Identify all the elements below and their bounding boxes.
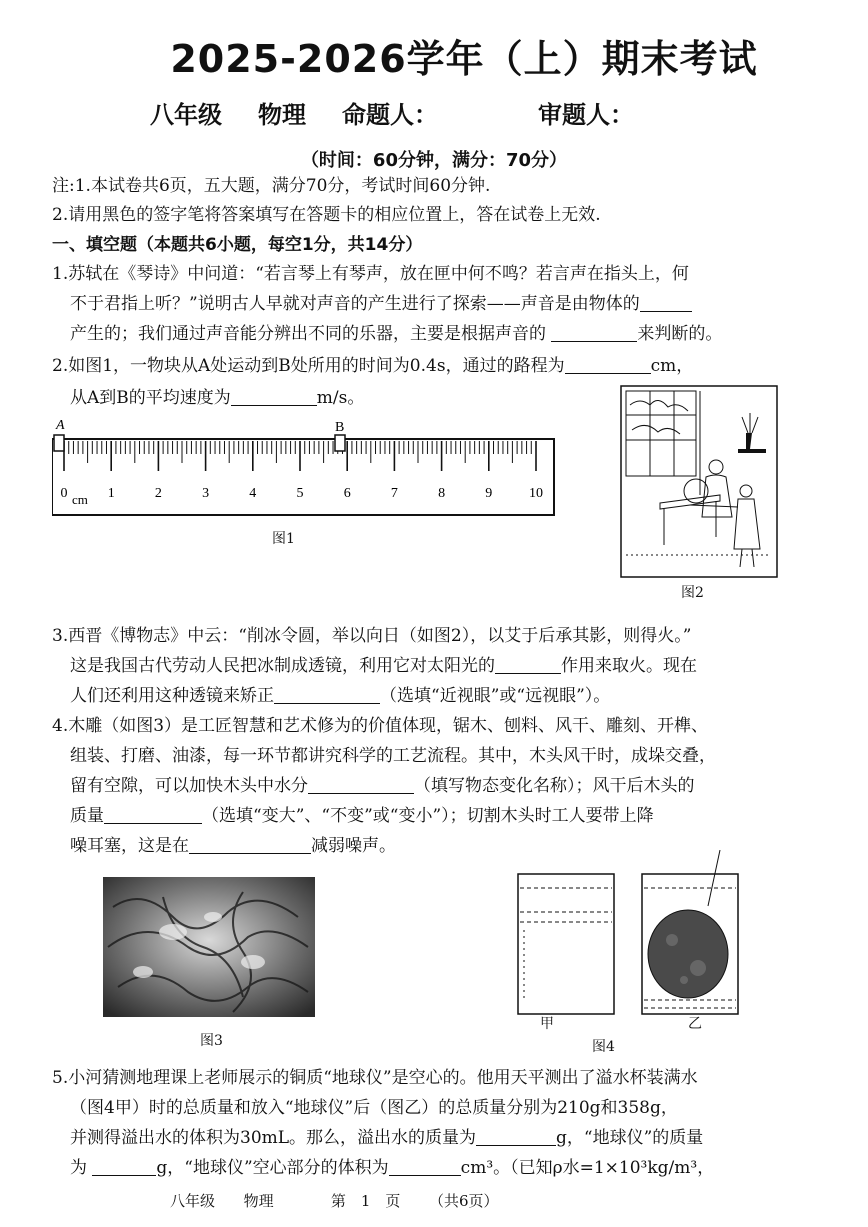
note-1: 注:1.本试卷共6页，五大题，满分70分，考试时间60分钟.: [52, 176, 491, 196]
label-b: B: [335, 420, 345, 435]
figure4-caption: 图4: [592, 1039, 615, 1055]
exam-subtitle: [150, 95, 670, 130]
footer-subject: 物理: [243, 1192, 274, 1210]
globe-ball: [648, 910, 728, 998]
cup-jia: [518, 874, 614, 1014]
footer-total: （共6页）: [429, 1192, 499, 1210]
answer-blank: [565, 355, 651, 374]
ruler-number: 7: [390, 486, 398, 501]
q4-line3: [70, 772, 695, 800]
ruler-number: 6: [343, 486, 351, 501]
q2-text: 从A到B的平均速度为: [70, 388, 231, 408]
q1-line1: 1.苏轼在《琴诗》中问道：“若言琴上有琴声，放在匣中何不鸣？若言声在指头上，何: [52, 264, 689, 284]
ruler-number: 0: [60, 486, 68, 501]
answer-blank: [389, 1157, 461, 1176]
figure4-overflow-cups: [512, 850, 748, 1020]
ruler-number: 4: [249, 486, 257, 501]
ruler-number: 2: [154, 486, 162, 501]
q5-text: 并测得溢出水的体积为30mL。那么，溢出水的质量为: [70, 1128, 477, 1148]
ruler-number: 5: [296, 486, 304, 501]
answer-blank: [189, 835, 311, 854]
block-b: [335, 435, 345, 451]
footer-page: 第 1 页: [330, 1192, 401, 1210]
figure2-illustration: [620, 385, 778, 578]
q5-text: 为: [70, 1158, 87, 1178]
q2-text: m/s。: [316, 388, 365, 408]
answer-blank: [308, 775, 414, 794]
q3-text: 作用来取火。现在: [561, 656, 697, 676]
time-info: （时间：60分钟，满分：70分）: [300, 150, 568, 171]
q5-line4: [70, 1154, 714, 1182]
q3-line3: [70, 682, 610, 710]
q3-text: 这是我国古代劳动人民把冰制成透镜，利用它对太阳光的: [70, 656, 495, 676]
q4-text: 质量: [70, 806, 104, 826]
answer-blank: [104, 805, 202, 824]
q3-line1: 3.西晋《博物志》中云：“削冰令圆，举以向日（如图2），以艾于后承其影，则得火。”: [52, 626, 692, 646]
q4-text: 留有空隙，可以加快木头中水分: [70, 776, 308, 796]
q4-line2: 组装、打磨、油漆，每一环节都讲究科学的工艺流程。其中，木头风干时，成垛交叠，: [70, 746, 716, 766]
footer: [170, 1190, 499, 1211]
q5-line3: [70, 1124, 703, 1152]
q1-text: 不于君指上听？”说明古人早就对声音的产生进行了探索——声音是由物体的: [70, 294, 640, 314]
q4-line5: [70, 832, 396, 860]
q5-line1: 5.小河猜测地理课上老师展示的铜质“地球仪”是空心的。他用天平测出了溢水杯装满水: [52, 1068, 698, 1088]
figure1-caption: 图1: [272, 531, 295, 547]
answer-blank: [92, 1157, 156, 1176]
figure3-caption: 图3: [200, 1033, 223, 1049]
ruler-number: 3: [202, 486, 210, 501]
q4-text: 噪耳塞，这是在: [70, 836, 189, 856]
q1-line3: [70, 320, 722, 348]
q3-text: 人们还利用这种透镜来矫正: [70, 686, 274, 706]
q3-text: （选填“近视眼”或“远视眼”）。: [380, 686, 611, 706]
q2-line2: [70, 384, 364, 412]
figure1-ruler: [52, 415, 557, 525]
q4-line4: [70, 802, 654, 830]
figure4-label-yi: 乙: [688, 1016, 702, 1032]
q1-text: 产生的；我们通过声音能分辨出不同的乐器，主要是根据声音的: [70, 324, 546, 344]
answer-blank: [551, 323, 637, 342]
q4-text: （选填“变大”、“不变”或“变小”）；切割木头时工人要带上降: [202, 806, 654, 826]
q2-text: cm，: [650, 356, 694, 376]
note-2: 2.请用黑色的签字笔将答案填写在答题卡的相应位置上，答在试卷上无效.: [52, 205, 601, 225]
q4-line1: 4.木雕（如图3）是工匠智慧和艺术修为的价值体现，锯木、刨料、风干、雕刻、开榫、: [52, 716, 709, 736]
figure3-woodcarving-image: [103, 877, 315, 1017]
ruler-number: 8: [438, 486, 446, 501]
q2-text: 2.如图1，一物块从A处运动到B处所用的时间为0.4s，通过的路程为: [52, 356, 565, 376]
q4-text: 减弱噪声。: [311, 836, 396, 856]
q4-text: （填写物态变化名称）；风干后木头的: [414, 776, 695, 796]
q5-text: g，“地球仪”空心部分的体积为: [156, 1158, 389, 1178]
setter-label: 命题人：: [342, 101, 438, 129]
label-a: A: [56, 418, 65, 433]
answer-blank: [274, 685, 380, 704]
q3-line2: [70, 652, 697, 680]
footer-grade: 八年级: [170, 1192, 216, 1210]
q2-line1: [52, 352, 693, 380]
figure4-label-jia: 甲: [540, 1016, 554, 1032]
q1-line2: [70, 290, 692, 318]
answer-blank: [640, 293, 692, 312]
answer-blank: [495, 655, 561, 674]
q5-text: g，“地球仪”的质量: [556, 1128, 704, 1148]
ruler-number: 1: [107, 486, 115, 501]
exam-title: 2025-2026学年（上）期末考试: [170, 37, 758, 81]
answer-blank: [476, 1127, 556, 1146]
q5-line2: （图4甲）时的总质量和放入“地球仪”后（图乙）的总质量分别为210g和358g，: [70, 1098, 678, 1118]
grade-label: 八年级: [150, 101, 222, 129]
answer-blank: [231, 387, 317, 406]
ruler-number: 10: [529, 486, 543, 501]
ruler-unit: cm: [72, 492, 88, 507]
q5-text: cm³。（已知ρ水=1×10³kg/m³，: [460, 1158, 715, 1178]
figure2-caption: 图2: [681, 585, 704, 601]
reviewer-label: 审题人：: [538, 101, 634, 129]
section-heading: 一、填空题（本题共6小题，每空1分，共14分）: [52, 235, 423, 255]
subject-label: 物理: [258, 101, 306, 129]
ruler-number: 9: [485, 486, 493, 501]
q1-text: 来判断的。: [637, 324, 723, 344]
block-a: [54, 435, 64, 451]
